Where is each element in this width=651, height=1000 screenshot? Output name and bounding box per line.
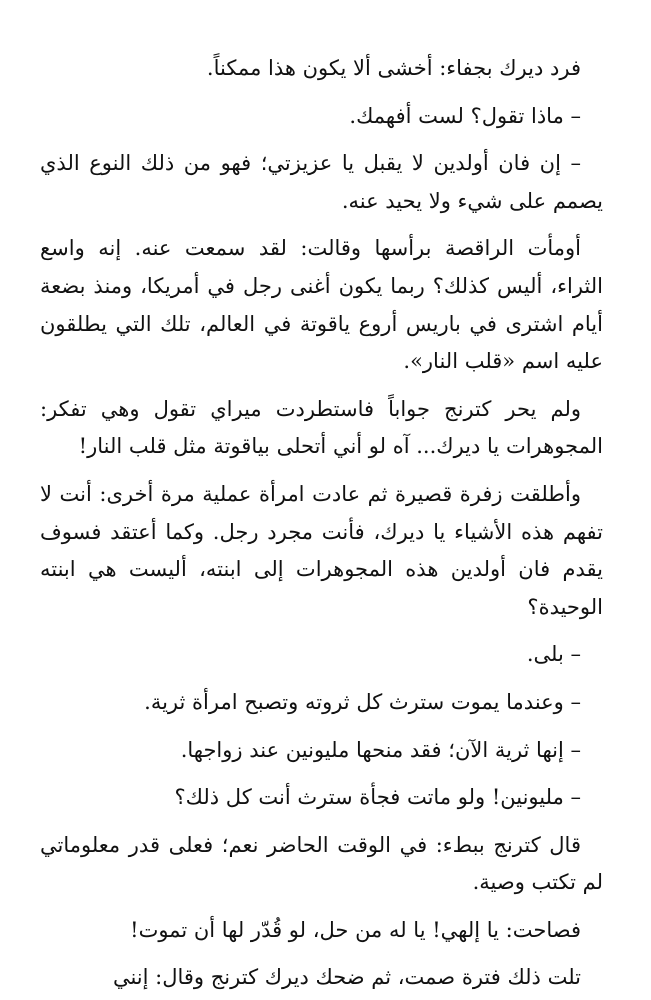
paragraph: فرد ديرك بجفاء: أخشى ألا يكون هذا ممكناً. xyxy=(206,56,581,80)
paragraph: وأطلقت زفرة قصيرة ثم عادت امرأة عملية مرة أخرى: أنت لا تفهم هذه الأشياء يا ديرك، فأنت مجرد رجل. وكما أعتقد فسوف يقدم فان أولدين هذه المجوهرات إلى ابنته، أليست هي ابنته الوحيدة؟ xyxy=(40,481,603,619)
paragraph: فصاحت: يا إلهي! يا له من حل، لو قُدّر لها أن تموت! xyxy=(130,917,581,942)
body-text xyxy=(40,50,603,997)
dialogue-line: – إن فان أولدين لا يقبل يا عزيزتي؛ فهو من ذلك النوع الذي يصمم على شيء ولا يحيد عنه. xyxy=(40,151,603,213)
dialogue-line: – بلى. xyxy=(526,642,581,667)
paragraph: ولم يحر كترنج جواباً فاستطردت ميراي تقول وهي تفكر: المجوهرات يا ديرك... آه لو أني أتحلى بياقوتة مثل قلب النار! xyxy=(40,396,603,459)
dialogue-line: – مليونين! ولو ماتت فجأة سترث أنت كل ذلك؟ xyxy=(174,785,581,810)
paragraph: تلت ذلك فترة صمت، ثم ضحك ديرك كترنج وقال: إنني xyxy=(112,965,581,990)
dialogue-line: – وعندما يموت سترث كل ثروته وتصبح امرأة ثرية. xyxy=(144,689,581,714)
paragraph: قال كترنج ببطء: في الوقت الحاضر نعم؛ فعلى قدر معلوماتي لم تكتب وصية. xyxy=(40,832,603,895)
dialogue-line: – إنها ثرية الآن؛ فقد منحها مليونين عند زواجها. xyxy=(180,737,581,762)
dialogue-line: – ماذا تقول؟ لست أفهمك. xyxy=(349,103,581,128)
paragraph: أومأت الراقصة برأسها وقالت: لقد سمعت عنه. إنه واسع الثراء، أليس كذلك؟ ربما يكون أغنى رجل في أمريكا، ومنذ بضعة أيام اشترى في باريس أروع ياقوتة في العالم، تلك التي يطلقون عليه اسم «قلب النار». xyxy=(40,236,603,374)
